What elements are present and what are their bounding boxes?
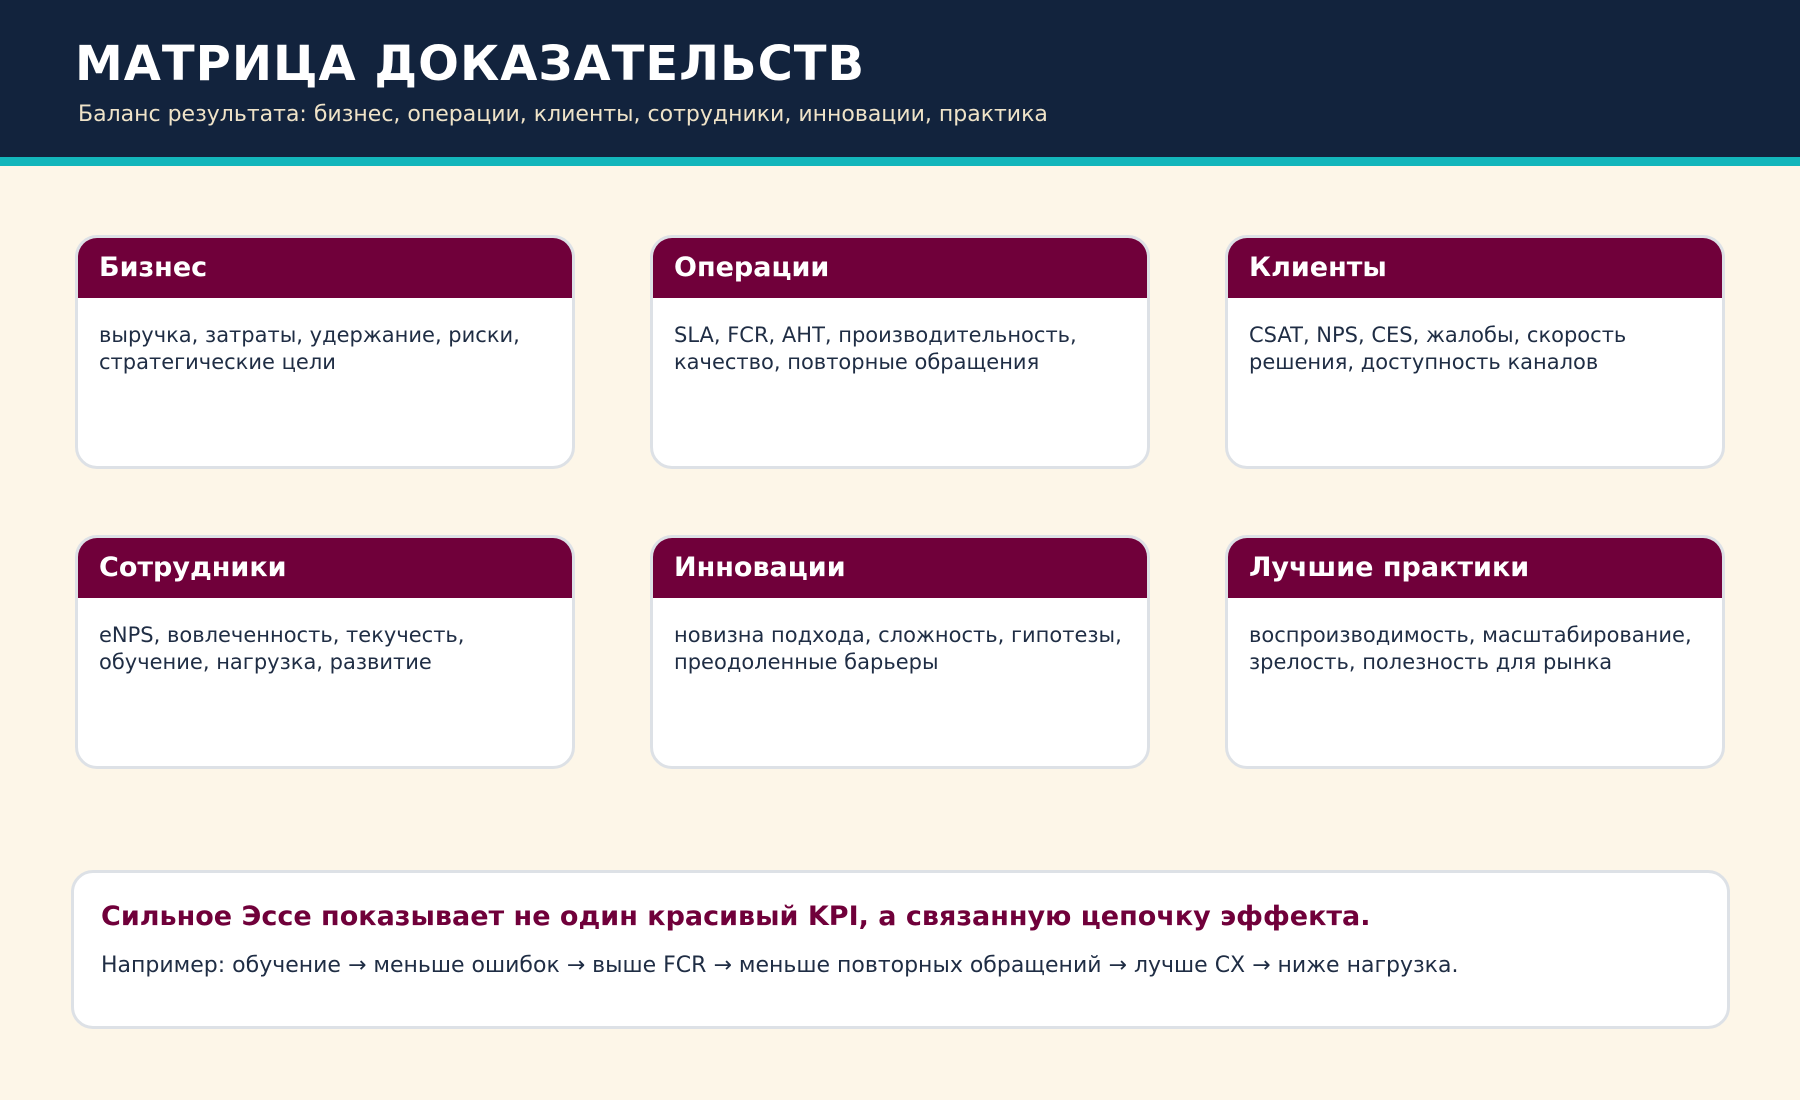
header-band xyxy=(0,0,1800,157)
card-title: Сотрудники xyxy=(78,538,572,598)
card-title: Лучшие практики xyxy=(1228,538,1722,598)
card-operations xyxy=(650,235,1150,469)
summary-callout xyxy=(71,870,1730,1029)
card-text: выручка, затраты, удержание, риски, стратегические цели xyxy=(99,323,520,374)
card-text: SLA, FCR, AHT, производительность, качество, повторные обращения xyxy=(674,323,1077,374)
card-innovations xyxy=(650,535,1150,769)
card-title: Бизнес xyxy=(78,238,572,298)
page-subtitle: Баланс результата: бизнес, операции, клиенты, сотрудники, инновации, практика xyxy=(78,102,1048,127)
card-business xyxy=(75,235,575,469)
callout-title: Сильное Эссе показывает не один красивый KPI, а связанную цепочку эффекта. xyxy=(101,901,1371,932)
callout-text: Например: обучение → меньше ошибок → выше FCR → меньше повторных обращений → лучше CX → ниже нагрузка. xyxy=(101,953,1459,978)
card-text: новизна подхода, сложность, гипотезы, преодоленные барьеры xyxy=(674,623,1122,674)
page-title: МАТРИЦА ДОКАЗАТЕЛЬСТВ xyxy=(75,36,866,92)
card-text: воспроизводимость, масштабирование, зрелость, полезность для рынка xyxy=(1249,623,1692,674)
card-title: Инновации xyxy=(653,538,1147,598)
card-text: eNPS, вовлеченность, текучесть, обучение, нагрузка, развитие xyxy=(99,623,465,674)
card-title: Операции xyxy=(653,238,1147,298)
card-title: Клиенты xyxy=(1228,238,1722,298)
accent-divider xyxy=(0,157,1800,166)
card-clients xyxy=(1225,235,1725,469)
card-employees xyxy=(75,535,575,769)
card-text: CSAT, NPS, CES, жалобы, скорость решения, доступность каналов xyxy=(1249,323,1627,374)
card-best-practices xyxy=(1225,535,1725,769)
